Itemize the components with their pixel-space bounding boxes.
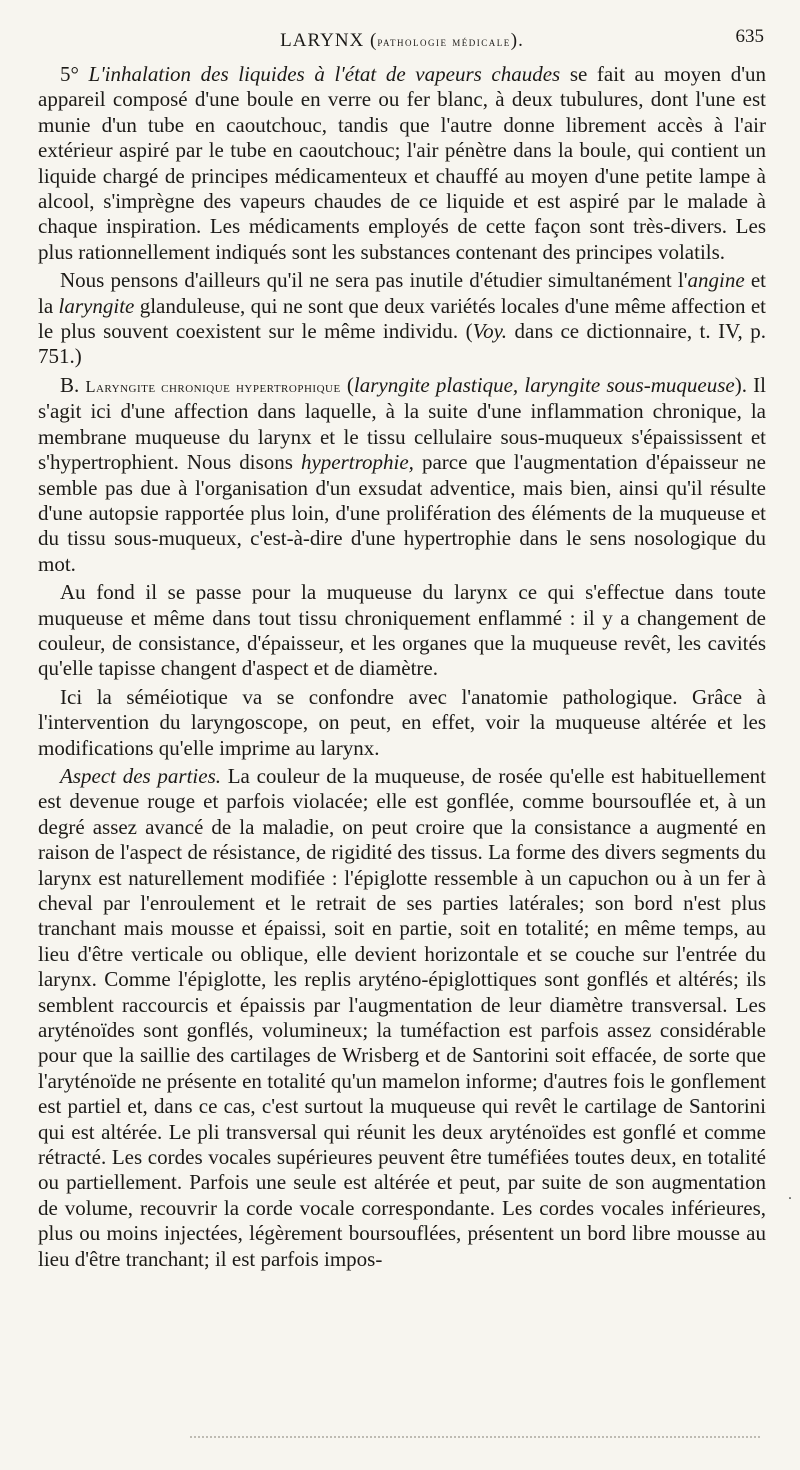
paragraph-text: La couleur de la muqueuse, de rosée qu'elle est habituellement est devenue rouge et parfois violacée; elle est gonflée, comme boursouflée et, à un degré assez avancé de la maladie, on peut croire que la consistance a augmenté en raison de l'aspect de résistance, de rigidité des tissus. La forme des divers segments du larynx est naturellement modifiée : l'épiglotte ressemble à un capuchon ou à un fer à cheval par l'enroulement et le retrait de ses parties latérales; son bord n'est plus tranchant mais mousse et épaissi, soit en partie, soit en totalité; en même temps, au lieu d'être verticale ou oblique, elle devient horizontale et se couche sur l'entrée du larynx. Comme l'épiglotte, les replis aryténo-épiglottiques sont gonflés et altérés; ils semblent raccourcis et épaissis par l'augmentation de leur diamètre transversal. Les aryténoïdes sont gonflés, volumineux; la tuméfaction est parfois assez considérable pour que la saillie des cartilages de Wrisberg et de Santorini soit effacée, de sorte que l'aryténoïde ne présente en totalité qu'un mamelon informe; d'autres fois le gonflement est partiel et, dans ce cas, c'est surtout la muqueuse qui revêt le cartilage de Santorini qui est altérée. Le pli transversal qui réunit les deux aryténoïdes est gonflé et comme rétracté. Les cordes vocales supérieures peuvent être tuméfiées toutes deux, en totalité ou partiellement. Parfois une seule est altérée et peut, par suite de son augmentation de volume, recouvrir la corde vocale correspondante. Les cordes vocales inférieures, plus ou moins injectées, légèrement boursouflées, présentent un bord libre mousse au lieu d'être tranchant; il est parfois impos- [38,763,766,1271]
italic-term: angine [687,268,745,293]
text-run: et la [38,268,766,318]
paragraph-section-b [38,373,766,577]
running-title-main: LARYNX ( [280,30,378,51]
paragraph-semeiotique: Ici la séméiotique va se confondre avec l'anatomie pathologique. Grâce à l'intervention du laryngoscope, on peut, en effet, voir la muqueuse altérée et les modifications qu'elle imprime au larynx. [38,684,766,760]
paragraph-inhalation [38,62,766,265]
running-header [38,22,766,56]
italic-subheading: Aspect des parties. [60,763,221,788]
text-run: parce que l'augmentation d'épaisseur ne semble pas due à l'organisation d'un exsudat adventice, mais bien, ainsi qu'il résulte d'une autopsie rapportée plus loin, d'une prolifération des éléments de la muqueuse et du tissu sous-muqueux, c'est-à-dire d'une hypertrophie dans le sens nosologique du mot. [38,450,766,576]
bleed-through-line [190,1436,760,1441]
paragraph-au-fond: Au fond il se passe pour la muqueuse du larynx ce qui s'effectue dans toute muqueuse et même dans tout tissu chroniquement enflammé : il y a changement de couleur, de consistance, d'épaisseur, et les organes que la muqueuse revêt, les cavités qu'elle tapisse changent d'aspect et de diamètre. [38,580,766,681]
document-page [38,22,766,1275]
item-marker: 5° [60,62,89,86]
italic-term: hypertrophie, [300,450,414,475]
text-run: ). Il s'agit ici d'une affection dans laquelle, à la suite d'une inflammation chronique, la membrane muqueuse du larynx et le tissu cellulaire sous-muqueux s'épaississent et s'hypertrophient. Nous disons [38,372,766,475]
text-run: glanduleuse, qui ne sont que deux variétés locales d'une même affection et le plus souvent coexistent sur le même individu. ( [38,293,766,344]
running-title-subtitle: pathologie médicale [377,34,511,49]
italic-reference: Voy. [472,319,508,344]
italic-synonyms: laryngite plastique, laryngite sous-muqueuse [353,372,735,397]
running-title [38,30,766,52]
paragraph-angine-note [38,268,766,370]
paragraph-text: se fait au moyen d'un appareil composé d'une boule en verre ou fer blanc, à deux tubulures, dont l'une est munie d'un tube en caoutchouc, tandis que l'autre donne librement accès à l'air extérieur aspiré par le tube en caoutchouc; l'air pénètre dans la boule, qui contient un liquide chargé de principes médicamenteux et chauffé au moyen d'une petite lampe à alcool, s'imprègne des vapeurs chaudes de ce liquide et est aspiré par le malade à chaque inspiration. Les médicaments employés de cette façon sont très-divers. Les plus rationnellement indiqués sont les substances contenant des principes volatils. [38,62,766,264]
body-text [38,62,766,1272]
section-heading: Laryngite chronique hypertrophique [85,376,341,396]
paragraph-aspect-des-parties [38,764,766,1272]
italic-lead: L'inhalation des liquides à l'état de vapeurs chaudes [88,62,561,86]
italic-term: laryngite [58,293,135,318]
running-title-close: ). [510,30,524,51]
section-letter: B. [60,372,86,397]
text-run: ( [340,372,354,397]
text-run: dans ce dictionnaire, t. IV, p. 751.) [38,319,766,369]
text-run: Nous pensons d'ailleurs qu'il ne sera pas inutile d'étudier simultanément l' [60,268,688,293]
page-number: 635 [735,26,764,47]
margin-dot: . [788,1186,792,1203]
